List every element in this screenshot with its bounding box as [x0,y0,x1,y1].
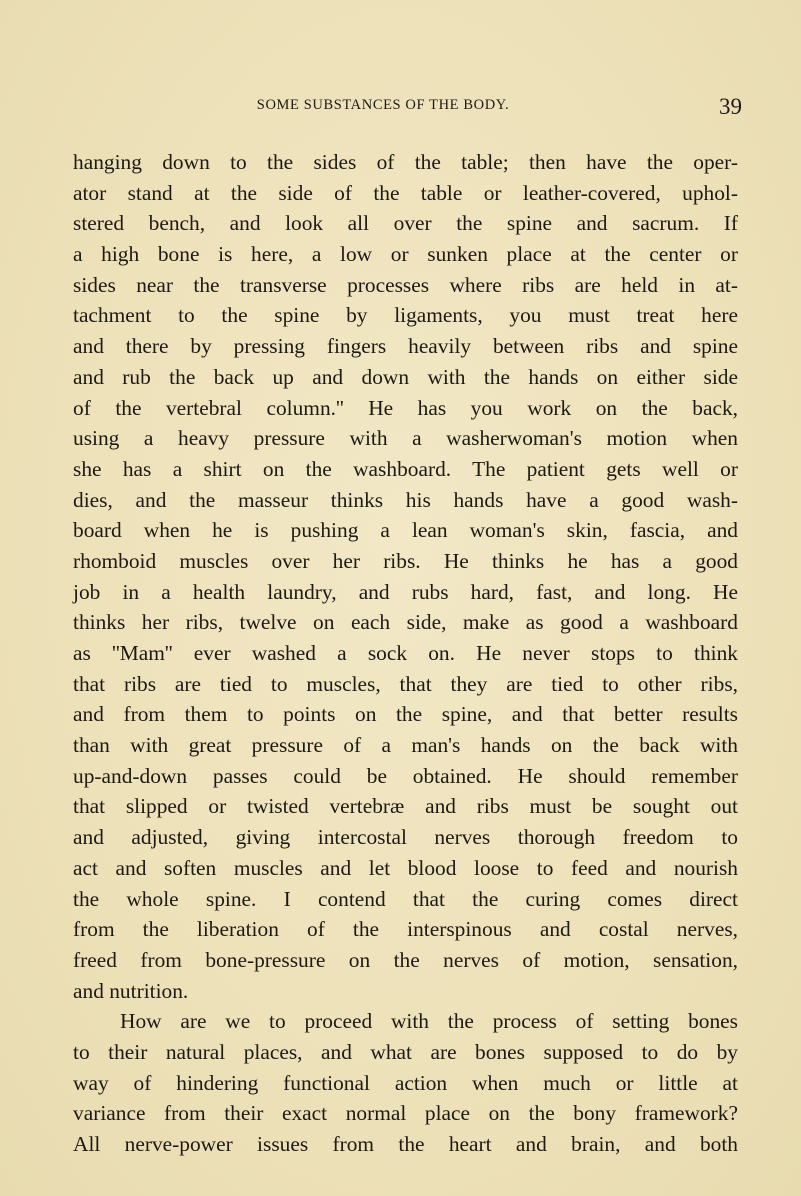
text-line: freed from bone-pressure on the nerves of motion, sensation, [73,947,738,972]
page-number: 39 [719,94,742,119]
paragraph-2 [73,1006,738,1159]
text-line: variance from their exact normal place on the bony framework? [73,1101,738,1126]
text-line: and rub the back up and down with the hands on either side [73,364,738,389]
body-text [73,147,738,1160]
text-line: All nerve-power issues from the heart and brain, and both [73,1132,738,1156]
text-line: rhomboid muscles over her ribs. He thinks he has a good [73,548,738,573]
text-line: as ''Mam'' ever washed a sock on. He never stops to think [73,641,738,665]
text-line: a high bone is here, a low or sunken place at the center or [73,242,738,267]
text-line: sides near the transverse processes where ribs are held in at- [73,272,738,297]
text-line: and adjusted, giving intercostal nerves thorough freedom to [73,825,738,850]
text-line: of the vertebral column.'' He has you work on the back, [73,395,738,420]
text-line: board when he is pushing a lean woman's skin, fascia, and [73,518,738,543]
text-line: ator stand at the side of the table or leather-covered, uphol- [73,180,738,205]
paragraph-1 [73,147,738,1006]
text-line: to their natural places, and what are bones supposed to do by [73,1039,738,1064]
text-line: and there by pressing fingers heavily between ribs and spine [73,334,738,359]
text-line: up-and-down passes could be obtained. He should remember [73,763,738,788]
text-line: from the liberation of the interspinous and costal nerves, [73,917,738,942]
text-line: than with great pressure of a man's hands on the back with [73,733,738,758]
text-line: dies, and the masseur thinks his hands have a good wash- [73,487,738,512]
text-line: way of hindering functional action when much or little at [73,1070,738,1095]
text-line: job in a health laundry, and rubs hard, fast, and long. He [73,579,738,604]
text-line: that slipped or twisted vertebræ and ribs must be sought out [73,794,738,819]
text-line: hanging down to the sides of the table; then have the oper- [73,150,738,174]
running-head-title: SOME SUBSTANCES OF THE BODY. [256,97,510,113]
text-line: that ribs are tied to muscles, that they are tied to other ribs, [73,671,738,696]
text-line: and from them to points on the spine, and that better results [73,702,738,727]
text-line: using a heavy pressure with a washerwoman's motion when [73,426,738,451]
text-line: tachment to the spine by ligaments, you must treat here [73,303,738,328]
text-line: she has a shirt on the washboard. The patient gets well or [73,456,738,481]
text-line: the whole spine. I contend that the curing comes direct [73,886,738,911]
text-line: act and soften muscles and let blood loose to feed and nourish [73,855,738,880]
text-line: thinks her ribs, twelve on each side, make as good a washboard [73,610,738,635]
text-line: and nutrition. [73,978,189,1003]
text-line: How are we to proceed with the process of setting bones [120,1009,738,1034]
text-line: stered bench, and look all over the spine and sacrum. If [73,211,738,236]
